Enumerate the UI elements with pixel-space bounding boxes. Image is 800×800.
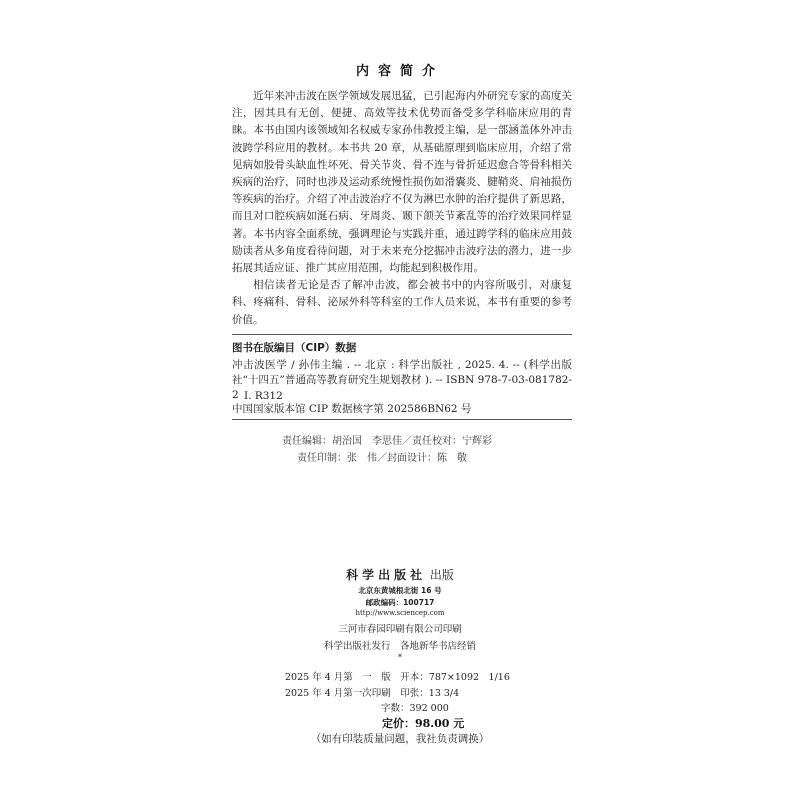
cip-heading: 图书在版编目（CIP）数据 bbox=[232, 342, 357, 354]
distributor-line: 科学出版社发行 各地新华书店经销 bbox=[323, 641, 476, 652]
cip-bottom-rule bbox=[232, 419, 572, 420]
printing-specs: 2025 年 4 月第一次印刷 印张：13 3/4 bbox=[285, 688, 460, 699]
cip-top-rule bbox=[232, 334, 572, 335]
quality-notice: （如有印装质量问题，我社负责调换） bbox=[310, 733, 490, 745]
summary-paragraph: 近年来冲击波在医学领域发展迅猛，已引起海内外研究专家的高度关注，因其具有无创、便捷、高效等技术优势而备受多学科临床应用的青睐。本书由国内该领域知名权威专家孙伟教授主编，是一部涵盖体外冲击波跨学科应用的教材。本书共 20 章，从基础原理到临床应用，介绍了常见病如股骨头缺血性坏死、骨关节炎、骨不连与骨折延迟愈合等骨科相关疾病的治疗，同时也涉及运动系统慢性损伤如滑囊炎、腱鞘炎、肩袖损伤等疾病的治疗。介绍了冲击波治疗不仅为淋巴水肿的治疗提供了新思路，而且对口腔疾病如涎石病、牙周炎、颞下颌关节紊乱等的治疗效果同样显著。本书内容全面系统，强调理论与实践并重，通过跨学科的临床应用鼓励读者从多角度看待问题，对于未来充分挖掘冲击波疗法的潜力，进一步拓展其适应证、推广其应用范围，均能起到积极作用。 bbox=[232, 90, 572, 275]
cip-classification: Ⅰ. R312 bbox=[244, 390, 283, 402]
divider-mark: * bbox=[398, 653, 402, 662]
publisher-website: http://www.sciencep.com bbox=[355, 609, 445, 617]
cip-description: 冲击波医学 / 孙伟主编 . -- 北京 : 科学出版社 , 2025. 4. -- (科学出版社“十四五”普通高等教育研究生规划教材 ). -- ISBN 978-7-03-081782-2 bbox=[232, 359, 572, 401]
publisher-address: 北京东黄城根北街 16 号 bbox=[358, 586, 442, 595]
printer-line: 三河市春园印刷有限公司印刷 bbox=[338, 624, 462, 635]
publisher-line bbox=[0, 566, 800, 583]
publisher-suffix: 出版 bbox=[429, 568, 454, 582]
edition-specs: 2025 年 4 月第 一 版 开本：787×1092 1/16 bbox=[285, 672, 510, 683]
publisher-logotype: 科学出版社 bbox=[346, 568, 427, 582]
content-summary-body bbox=[232, 88, 572, 329]
summary-paragraph: 相信读者无论是否了解冲击波，都会被书中的内容所吸引，对康复科、疼痛科、骨科、泌尿外科等科室的工作人员来说，本书有重要的参考价值。 bbox=[232, 279, 572, 326]
word-count: 字数：392 000 bbox=[381, 703, 449, 714]
editor-credits: 责任编辑：胡治国 李思佳／责任校对：宁辉彩 bbox=[282, 436, 492, 447]
publisher-postcode: 邮政编码：100717 bbox=[365, 598, 435, 607]
production-credits: 责任印制：张 伟／封面设计：陈 敬 bbox=[297, 453, 467, 464]
cip-record-number: 中国国家版本馆 CIP 数据核字第 202586BN62 号 bbox=[232, 403, 472, 415]
price: 定价：98.00 元 bbox=[382, 717, 465, 730]
content-summary-title: 内容简介 bbox=[355, 64, 444, 79]
